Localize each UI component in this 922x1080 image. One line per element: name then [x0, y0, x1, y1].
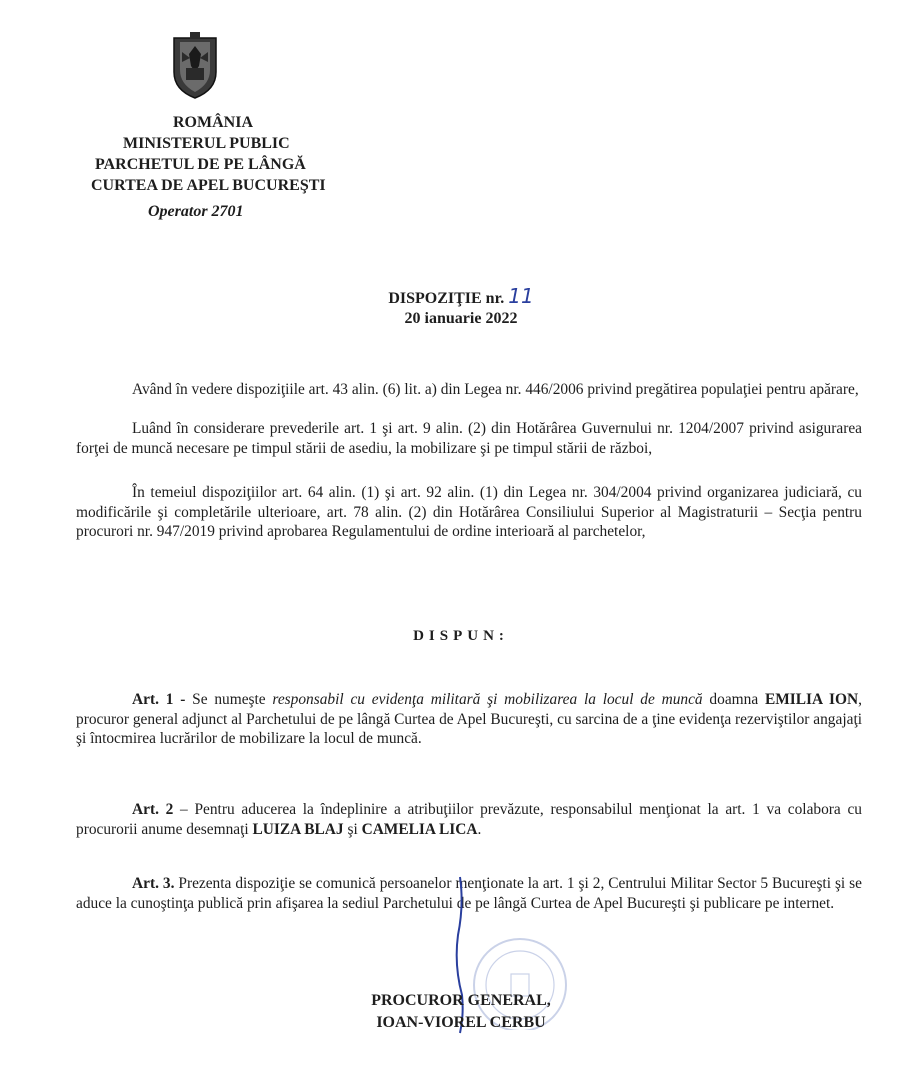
article-2-text-a: – Pentru aducerea la îndeplinire a atribuţiilor prevăzute, responsabilul menţionat la art. 1 va colabora cu procurorii anume desemnaţi	[76, 801, 862, 838]
document-title	[0, 286, 922, 329]
header-ministry: MINISTERUL PUBLIC	[123, 135, 290, 152]
signature-block	[0, 990, 922, 1034]
header-country: ROMÂNIA	[173, 114, 253, 131]
article-1	[76, 690, 862, 749]
preamble-paragraph-1: Având în vedere dispoziţiile art. 43 alin. (6) lit. a) din Legea nr. 446/2006 privind pregătirea populaţiei pentru apărare,	[132, 381, 859, 398]
article-2-text-c: .	[477, 820, 482, 838]
preamble-paragraph-3: În temeiul dispoziţiilor art. 64 alin. (1) şi art. 92 alin. (1) din Legea nr. 304/2004 privind organizarea judiciară, cu modificările şi completările ulterioare, art. 78 alin. (2) din Hotărârea Consiliului Superior al Magistraturii – Secţia pentru procurori nr. 947/2019 privind aprobarea Regulamentului de ordine interioară al parchetelor,	[76, 484, 862, 541]
article-2	[76, 800, 862, 839]
article-3-text: Prezenta dispoziţie se comunică persoanelor menţionate la art. 1 şi 2, Centrului Militar Sector 5 Bucureşti şi se aduce la cunoştinţa publică prin afişarea la sediul Parchetului de pe lângă Curtea de Apel Bucureşti şi publicare pe internet.	[76, 875, 862, 912]
article-3-label: Art. 3.	[132, 875, 175, 892]
article-2-label: Art. 2	[132, 801, 174, 818]
preamble-paragraph-2: Luând în considerare prevederile art. 1 şi art. 9 alin. (2) din Hotărârea Guvernului nr. 1204/2007 privind asigurarea forţei de muncă necesare pe timpul stării de asediu, la mobilizare şi pe timpul stării de război,	[76, 420, 862, 457]
article-1-label: Art. 1 -	[132, 691, 186, 708]
header-court: CURTEA DE APEL BUCUREŞTI	[91, 177, 326, 194]
dispun-heading: DISPUN:	[413, 628, 509, 644]
article-2-name-1: LUIZA BLAJ	[252, 820, 344, 838]
article-1-name: EMILIA ION	[764, 691, 859, 708]
title-date: 20 ianuarie 2022	[404, 310, 518, 327]
signature-role: PROCUROR GENERAL,	[371, 992, 551, 1009]
header-operator: Operator 2701	[148, 203, 244, 220]
header-parchet: PARCHETUL DE PE LÂNGĂ	[95, 156, 306, 173]
article-2-name-2: CAMELIA LICA	[361, 820, 478, 838]
title-line	[0, 286, 922, 309]
handwritten-number: 11	[508, 284, 534, 308]
signature-name: IOAN-VIOREL CERBU	[376, 1014, 546, 1031]
coat-of-arms-icon	[168, 32, 222, 102]
article-1-text-c: , procuror general adjunct al Parchetului de pe lângă Curtea de Apel Bucureşti, cu sarcina de a ţine evidenţa rezerviştilor angajaţi şi întocmirea lucrărilor de mobilizare la locul de muncă.	[76, 691, 862, 748]
article-1-text-a: Se numeşte	[185, 691, 273, 708]
article-1-role: responsabil cu evidenţa militară şi mobilizarea la locul de muncă	[272, 691, 703, 708]
article-1-text-b: doamna	[702, 691, 765, 708]
article-2-text-b: şi	[343, 820, 362, 838]
title-label: DISPOZIŢIE nr.	[388, 290, 505, 307]
